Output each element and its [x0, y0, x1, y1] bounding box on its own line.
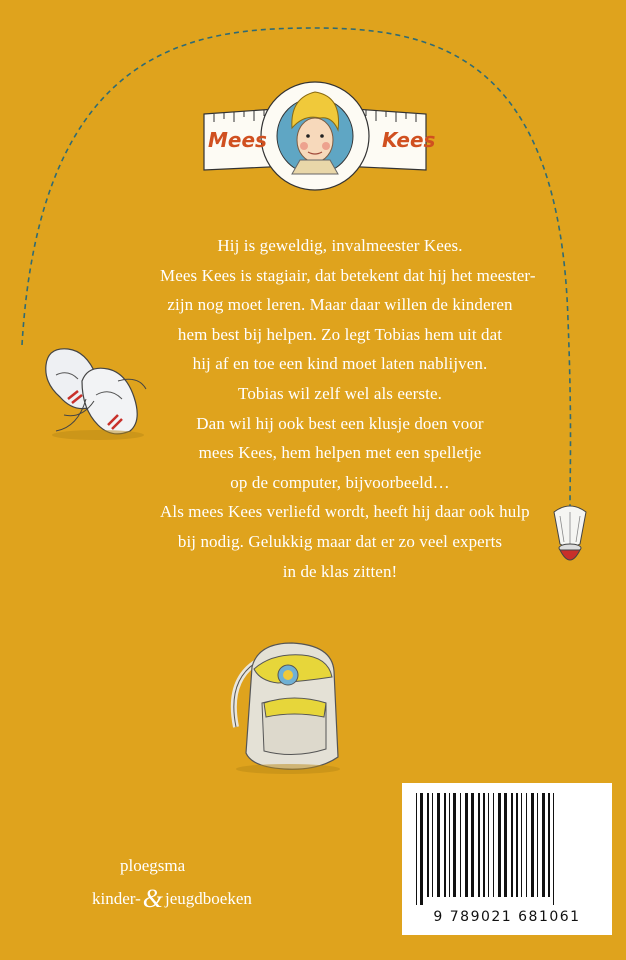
barcode-bar — [449, 793, 450, 897]
blurb-line: in de klas zitten! — [282, 561, 398, 581]
imprint-right: jeugdboeken — [165, 889, 252, 908]
barcode-bar — [465, 793, 468, 897]
barcode-bar — [453, 793, 456, 897]
blurb-line: Dan wil hij ook best een klusje doen voor — [196, 413, 484, 433]
barcode — [402, 783, 612, 935]
barcode-bar — [420, 793, 423, 905]
blurb-line: Hij is geweldig, invalmeester Kees. — [217, 236, 463, 255]
barcode-bar — [526, 793, 527, 897]
barcode-bar — [483, 793, 485, 897]
blurb-line: Als mees Kees verliefd wordt, heeft hij daar ook hulp — [160, 502, 530, 522]
logo-word-right: Kees — [382, 128, 436, 152]
barcode-bar — [488, 793, 489, 897]
publisher-imprint — [92, 884, 252, 914]
barcode-bar — [416, 793, 417, 905]
barcode-bar — [493, 793, 494, 897]
barcode-bar — [516, 793, 518, 897]
isbn-number: 9 789021 681061 — [433, 909, 581, 925]
backpack-illustration — [222, 637, 352, 777]
barcode-bar — [478, 793, 480, 897]
barcode-bar — [460, 793, 461, 897]
barcode-bar — [548, 793, 550, 897]
logo-word-left: Mees — [208, 128, 267, 152]
barcode-bar — [521, 793, 522, 897]
barcode-bar — [432, 793, 433, 897]
blurb-line: hem best bij helpen. Zo legt Tobias hem uit dat — [177, 324, 503, 344]
barcode-bar — [471, 793, 474, 897]
blurb-line: bij nodig. Gelukkig maar dat er zo veel experts — [177, 531, 503, 551]
barcode-bar — [427, 793, 429, 897]
barcode-bar — [537, 793, 538, 897]
blurb-line: Mees Kees is stagiair, dat betekent dat hij het meester- — [160, 265, 536, 285]
shuttlecock-illustration — [548, 498, 592, 572]
blurb-line: op de computer, bijvoorbeeld… — [230, 472, 450, 492]
barcode-bar — [511, 793, 513, 897]
publisher-name: ploegsma — [120, 856, 186, 875]
blurb-line: Tobias wil zelf wel als eerste. — [238, 383, 442, 403]
barcode-bar — [498, 793, 501, 897]
barcode-bar — [504, 793, 507, 897]
barcode-bar — [531, 793, 534, 897]
barcode-bars — [410, 793, 604, 907]
blurb-line: mees Kees, hem helpen met een spelletje — [198, 443, 482, 463]
blurb-line: zijn nog moet leren. Maar daar willen de kinderen — [167, 295, 513, 315]
sneakers-illustration — [38, 335, 158, 445]
barcode-bar — [542, 793, 545, 897]
ampersand-glyph: & — [142, 884, 163, 913]
blurb-line: hij af en toe een kind moet laten nablijven. — [192, 354, 488, 374]
barcode-bar — [444, 793, 446, 897]
imprint-left: kinder- — [92, 889, 141, 908]
barcode-bar — [553, 793, 554, 905]
barcode-bar — [437, 793, 440, 897]
mees-kees-logo — [200, 78, 436, 198]
back-cover-blurb — [160, 231, 536, 586]
